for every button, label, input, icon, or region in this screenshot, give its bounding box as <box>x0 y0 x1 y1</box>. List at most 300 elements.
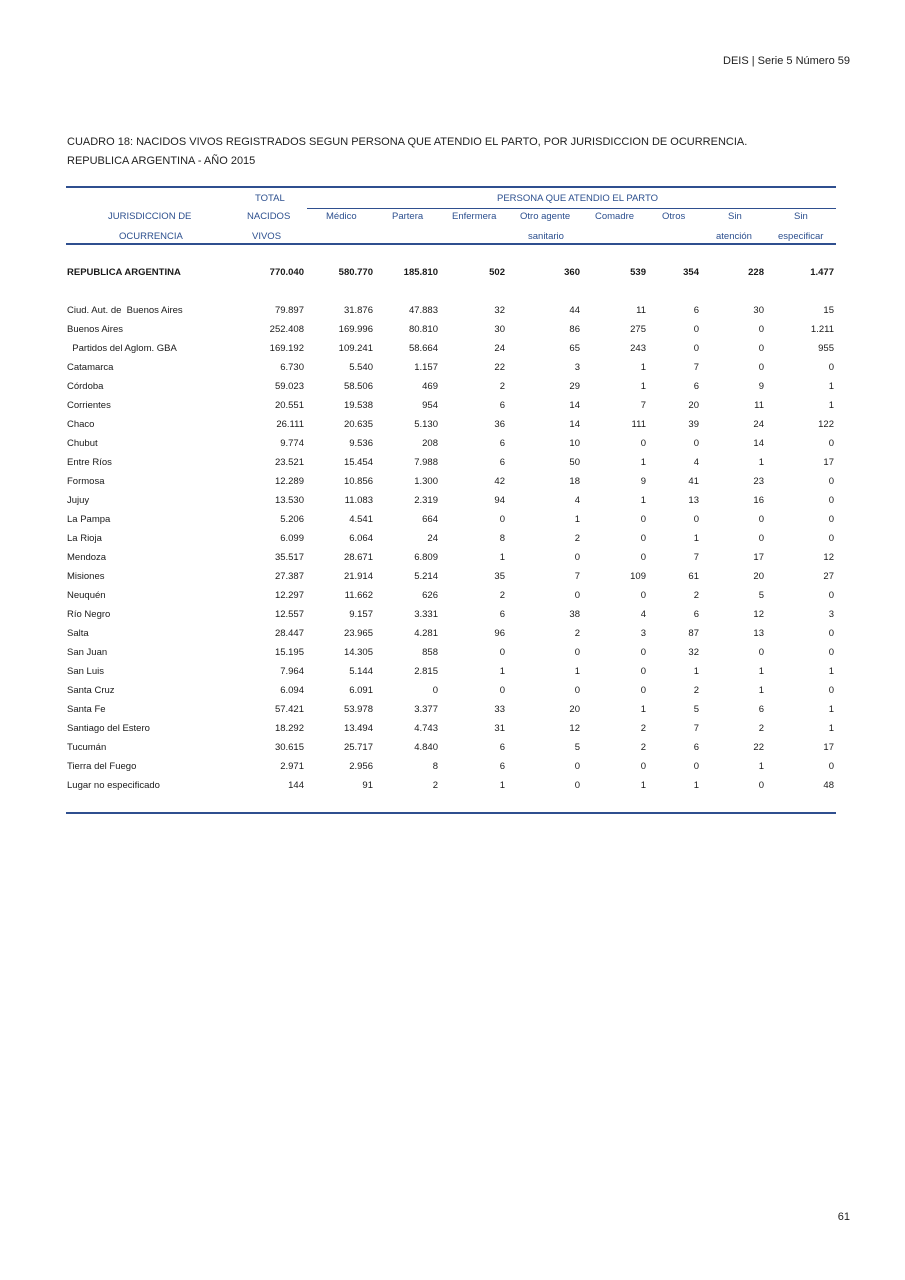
cell-total: 9.774 <box>280 438 304 449</box>
cell-partera: 5.214 <box>414 571 438 582</box>
jurisdiction-name: San Juan <box>67 647 108 658</box>
table-body <box>66 301 836 795</box>
cell-comadre: 0 <box>640 552 646 563</box>
jurisdiction-name: La Rioja <box>67 533 102 544</box>
jurisdiction-name: Neuquén <box>67 590 106 601</box>
cell-otro-agente: 0 <box>574 761 580 772</box>
cell-otros: 7 <box>693 552 699 563</box>
cell-medico: 6.091 <box>349 685 373 696</box>
cell-otro-agente: 38 <box>569 609 580 620</box>
jurisdiction-name: Partidos del Aglom. GBA <box>67 343 177 354</box>
jurisdiction-name: Ciud. Aut. de Buenos Aires <box>67 305 183 316</box>
table-row <box>66 415 836 434</box>
page-number: 61 <box>837 1211 850 1223</box>
cell-sin-atencion: 0 <box>758 324 764 335</box>
cell-sin-especificar: 0 <box>828 590 834 601</box>
cell-sin-atencion: 20 <box>753 571 764 582</box>
cell-medico: 23.965 <box>343 628 373 639</box>
cell-otro-agente: 0 <box>574 685 580 696</box>
jurisdiction-name: Formosa <box>67 476 105 487</box>
cell-sin-atencion: 11 <box>754 400 764 411</box>
cell-sin-atencion: 0 <box>758 647 764 658</box>
cell-comadre: 4 <box>640 609 646 620</box>
cell-medico: 4.541 <box>349 514 373 525</box>
cell-comadre: 1 <box>640 495 646 506</box>
cell-comadre: 243 <box>630 343 646 354</box>
header-medico: Médico <box>326 211 357 222</box>
cell-sin-especificar: 0 <box>828 647 834 658</box>
table-row <box>66 719 836 738</box>
cell-sin-especificar: 0 <box>828 761 834 772</box>
cell-otro-agente: 20 <box>569 704 580 715</box>
cell-partera: 2 <box>432 780 438 791</box>
cell-sin-atencion: 228 <box>748 267 764 278</box>
cell-enfermera: 1 <box>499 666 505 677</box>
cell-enfermera: 24 <box>494 343 505 354</box>
cell-otros: 7 <box>693 723 699 734</box>
cell-enfermera: 31 <box>494 723 505 734</box>
jurisdiction-name: Catamarca <box>67 362 114 373</box>
cell-sin-especificar: 0 <box>828 476 834 487</box>
cell-sin-especificar: 122 <box>818 419 834 430</box>
cell-total: 5.206 <box>280 514 304 525</box>
cell-sin-atencion: 22 <box>753 742 764 753</box>
cell-otro-agente: 1 <box>574 514 580 525</box>
cell-comadre: 0 <box>640 590 646 601</box>
cell-medico: 11.083 <box>344 495 373 506</box>
header-otro-agente-2: sanitario <box>528 231 564 242</box>
jurisdiction-name: Santiago del Estero <box>67 723 150 734</box>
cell-comadre: 0 <box>640 533 646 544</box>
cell-enfermera: 1 <box>499 552 505 563</box>
cell-total: 144 <box>288 780 304 791</box>
cell-total: 26.111 <box>276 419 304 430</box>
cell-total: 252.408 <box>269 324 304 335</box>
cell-partera: 0 <box>432 685 438 696</box>
cell-enfermera: 94 <box>494 495 505 506</box>
cell-medico: 11.662 <box>344 590 373 601</box>
cell-enfermera: 96 <box>494 628 505 639</box>
table-row <box>66 396 836 415</box>
cell-enfermera: 35 <box>494 571 505 582</box>
header-comadre: Comadre <box>595 211 635 222</box>
table-row <box>66 377 836 396</box>
cell-comadre: 275 <box>630 324 646 335</box>
header-total-1: TOTAL <box>255 193 285 204</box>
header-otros: Otros <box>662 211 686 222</box>
cell-comadre: 7 <box>640 400 646 411</box>
cell-partera: 5.130 <box>414 419 438 430</box>
cell-enfermera: 6 <box>499 609 505 620</box>
cell-sin-especificar: 3 <box>828 609 834 620</box>
cell-partera: 664 <box>422 514 438 525</box>
cell-sin-atencion: 12 <box>753 609 764 620</box>
jurisdiction-name: Entre Ríos <box>67 457 112 468</box>
cell-partera: 2.815 <box>414 666 438 677</box>
cell-partera: 1.157 <box>414 362 438 373</box>
cell-otro-agente: 3 <box>574 362 580 373</box>
table-row <box>66 700 836 719</box>
cell-partera: 4.840 <box>414 742 438 753</box>
cell-enfermera: 6 <box>499 400 505 411</box>
table-row <box>66 510 836 529</box>
jurisdiction-name: Chaco <box>67 419 95 430</box>
cell-sin-atencion: 1 <box>758 685 764 696</box>
cell-otros: 1 <box>693 533 699 544</box>
cell-otros: 6 <box>693 305 699 316</box>
cell-partera: 3.331 <box>414 609 438 620</box>
cell-otros: 6 <box>693 609 699 620</box>
header-jurisdiccion-2: OCURRENCIA <box>119 231 183 242</box>
cell-medico: 14.305 <box>343 647 373 658</box>
jurisdiction-name: Santa Cruz <box>67 685 115 696</box>
cell-otros: 32 <box>688 647 699 658</box>
cell-sin-especificar: 1.477 <box>810 267 834 278</box>
table-row <box>66 662 836 681</box>
cell-otro-agente: 14 <box>569 400 580 411</box>
cell-total: 27.387 <box>274 571 304 582</box>
table-row <box>66 301 836 320</box>
table-row <box>66 491 836 510</box>
cell-total: 770.040 <box>269 267 304 278</box>
cell-sin-atencion: 30 <box>753 305 764 316</box>
table-title-block <box>67 133 747 171</box>
cell-partera: 6.809 <box>414 552 438 563</box>
header-otro-agente-1: Otro agente <box>520 211 571 222</box>
cell-comadre: 109 <box>630 571 646 582</box>
cell-total: 12.297 <box>274 590 304 601</box>
cell-otro-agente: 10 <box>569 438 580 449</box>
cell-sin-atencion: 13 <box>753 628 764 639</box>
births-table <box>66 186 836 814</box>
cell-otros: 4 <box>693 457 699 468</box>
cell-otros: 5 <box>693 704 699 715</box>
cell-medico: 13.494 <box>343 723 373 734</box>
cell-partera: 4.281 <box>414 628 438 639</box>
cell-medico: 169.996 <box>338 324 373 335</box>
cell-medico: 6.064 <box>349 533 373 544</box>
header-note: DEIS | Serie 5 Número 59 <box>723 55 850 67</box>
header-total-2: NACIDOS <box>247 211 291 222</box>
cell-comadre: 1 <box>640 704 646 715</box>
cell-partera: 1.300 <box>414 476 438 487</box>
cell-sin-especificar: 1 <box>828 704 834 715</box>
cell-comadre: 0 <box>640 761 646 772</box>
cell-comadre: 1 <box>640 381 646 392</box>
jurisdiction-name: REPUBLICA ARGENTINA <box>67 267 181 278</box>
cell-comadre: 0 <box>640 685 646 696</box>
cell-sin-atencion: 0 <box>758 533 764 544</box>
table-row <box>66 453 836 472</box>
jurisdiction-name: Santa Fe <box>67 704 106 715</box>
cell-otro-agente: 2 <box>574 533 580 544</box>
cell-partera: 208 <box>422 438 438 449</box>
cell-medico: 9.157 <box>349 609 373 620</box>
table-title: CUADRO 18: NACIDOS VIVOS REGISTRADOS SEGUN PERSONA QUE ATENDIO EL PARTO, POR JURISDICCION DE OCURRENCIA. <box>67 136 748 148</box>
cell-sin-especificar: 0 <box>828 533 834 544</box>
cell-sin-atencion: 17 <box>753 552 764 563</box>
table-row <box>66 605 836 624</box>
cell-sin-especificar: 1 <box>828 723 834 734</box>
cell-medico: 58.506 <box>343 381 373 392</box>
jurisdiction-name: Buenos Aires <box>67 324 123 335</box>
cell-comadre: 0 <box>640 438 646 449</box>
cell-partera: 185.810 <box>403 267 438 278</box>
cell-otro-agente: 4 <box>574 495 580 506</box>
cell-otro-agente: 0 <box>574 647 580 658</box>
jurisdiction-name: Corrientes <box>67 400 111 411</box>
cell-sin-especificar: 27 <box>823 571 834 582</box>
cell-total: 30.615 <box>274 742 304 753</box>
cell-sin-especificar: 0 <box>828 438 834 449</box>
cell-total: 79.897 <box>274 305 304 316</box>
cell-sin-especificar: 0 <box>828 495 834 506</box>
cell-sin-atencion: 2 <box>758 723 764 734</box>
cell-comadre: 2 <box>640 723 646 734</box>
jurisdiction-name: Mendoza <box>67 552 107 563</box>
cell-enfermera: 32 <box>494 305 505 316</box>
cell-comadre: 111 <box>631 419 646 430</box>
cell-partera: 8 <box>432 761 438 772</box>
cell-otro-agente: 5 <box>574 742 580 753</box>
cell-otro-agente: 50 <box>569 457 580 468</box>
jurisdiction-name: Río Negro <box>67 609 111 620</box>
table-row <box>66 358 836 377</box>
cell-medico: 31.876 <box>343 305 373 316</box>
cell-medico: 9.536 <box>349 438 373 449</box>
cell-enfermera: 502 <box>489 267 505 278</box>
cell-total: 169.192 <box>269 343 304 354</box>
table-row <box>66 586 836 605</box>
header-group: PERSONA QUE ATENDIO EL PARTO <box>497 193 659 204</box>
cell-total: 18.292 <box>274 723 304 734</box>
cell-total: 2.971 <box>280 761 304 772</box>
cell-otros: 354 <box>683 267 699 278</box>
cell-sin-especificar: 12 <box>823 552 834 563</box>
cell-sin-atencion: 1 <box>758 666 764 677</box>
cell-otros: 0 <box>693 438 699 449</box>
cell-otro-agente: 7 <box>574 571 580 582</box>
total-row-container <box>66 263 836 282</box>
cell-enfermera: 6 <box>499 438 505 449</box>
cell-sin-especificar: 0 <box>828 685 834 696</box>
cell-total: 6.099 <box>280 533 304 544</box>
cell-sin-atencion: 0 <box>758 362 764 373</box>
cell-medico: 5.540 <box>349 362 373 373</box>
cell-sin-atencion: 9 <box>758 381 764 392</box>
cell-otros: 1 <box>693 666 699 677</box>
cell-total: 28.447 <box>274 628 304 639</box>
cell-total: 13.530 <box>274 495 304 506</box>
cell-enfermera: 42 <box>494 476 505 487</box>
cell-otros: 0 <box>693 514 699 525</box>
jurisdiction-name: Córdoba <box>67 381 104 392</box>
table-row <box>66 548 836 567</box>
group-header-rule <box>307 208 836 209</box>
cell-medico: 91 <box>362 780 373 791</box>
cell-otros: 2 <box>693 590 699 601</box>
cell-sin-atencion: 24 <box>753 419 764 430</box>
jurisdiction-name: San Luis <box>67 666 104 677</box>
cell-otros: 7 <box>693 362 699 373</box>
cell-otro-agente: 65 <box>569 343 580 354</box>
cell-comadre: 1 <box>640 362 646 373</box>
cell-total: 20.551 <box>274 400 304 411</box>
table-row <box>66 624 836 643</box>
cell-otro-agente: 0 <box>574 780 580 791</box>
cell-comadre: 1 <box>640 457 646 468</box>
cell-enfermera: 30 <box>494 324 505 335</box>
cell-partera: 4.743 <box>414 723 438 734</box>
cell-medico: 5.144 <box>349 666 373 677</box>
cell-sin-atencion: 1 <box>758 457 764 468</box>
cell-partera: 58.664 <box>408 343 438 354</box>
jurisdiction-name: La Pampa <box>67 514 111 525</box>
cell-medico: 10.856 <box>343 476 373 487</box>
cell-sin-atencion: 0 <box>758 514 764 525</box>
cell-sin-atencion: 16 <box>753 495 764 506</box>
header-sin-especificar-2: especificar <box>778 231 824 242</box>
cell-sin-especificar: 17 <box>823 742 834 753</box>
cell-otros: 39 <box>688 419 699 430</box>
cell-medico: 19.538 <box>343 400 373 411</box>
cell-partera: 3.377 <box>414 704 438 715</box>
cell-otro-agente: 86 <box>569 324 580 335</box>
cell-comadre: 0 <box>640 647 646 658</box>
jurisdiction-name: Salta <box>67 628 89 639</box>
cell-sin-especificar: 1 <box>828 400 834 411</box>
cell-medico: 580.770 <box>338 267 373 278</box>
cell-sin-especificar: 0 <box>828 514 834 525</box>
cell-partera: 626 <box>422 590 438 601</box>
table-header <box>66 188 836 243</box>
jurisdiction-name: Jujuy <box>67 495 90 506</box>
cell-otros: 61 <box>688 571 699 582</box>
jurisdiction-name: Tucumán <box>67 742 107 753</box>
cell-partera: 47.883 <box>408 305 438 316</box>
cell-comadre: 9 <box>640 476 646 487</box>
cell-enfermera: 0 <box>499 514 505 525</box>
cell-enfermera: 33 <box>494 704 505 715</box>
cell-total: 23.521 <box>274 457 304 468</box>
cell-total: 57.421 <box>274 704 304 715</box>
cell-enfermera: 6 <box>499 742 505 753</box>
cell-otro-agente: 44 <box>569 305 580 316</box>
cell-comadre: 0 <box>640 514 646 525</box>
table-row <box>66 643 836 662</box>
cell-sin-especificar: 1.211 <box>810 324 834 335</box>
cell-partera: 2.319 <box>414 495 438 506</box>
cell-partera: 24 <box>427 533 438 544</box>
cell-sin-especificar: 0 <box>828 628 834 639</box>
cell-sin-especificar: 17 <box>823 457 834 468</box>
cell-sin-especificar: 0 <box>828 362 834 373</box>
cell-otros: 1 <box>693 780 699 791</box>
cell-comadre: 2 <box>640 742 646 753</box>
table-row <box>66 681 836 700</box>
cell-sin-especificar: 15 <box>823 305 834 316</box>
jurisdiction-name: Lugar no especificado <box>67 780 160 791</box>
cell-enfermera: 6 <box>499 761 505 772</box>
table-row <box>66 738 836 757</box>
cell-enfermera: 8 <box>499 533 505 544</box>
cell-otro-agente: 2 <box>574 628 580 639</box>
cell-comadre: 3 <box>640 628 646 639</box>
cell-total: 15.195 <box>274 647 304 658</box>
cell-otro-agente: 14 <box>569 419 580 430</box>
cell-sin-atencion: 23 <box>753 476 764 487</box>
cell-otros: 0 <box>693 324 699 335</box>
table-subtitle: REPUBLICA ARGENTINA - AÑO 2015 <box>67 155 256 167</box>
table-bottom-rule <box>66 812 836 814</box>
cell-sin-especificar: 1 <box>828 381 834 392</box>
cell-sin-especificar: 48 <box>823 780 834 791</box>
cell-enfermera: 22 <box>494 362 505 373</box>
cell-otro-agente: 0 <box>574 552 580 563</box>
cell-medico: 21.914 <box>343 571 373 582</box>
header-sin-atencion-1: Sin <box>728 211 742 222</box>
cell-comadre: 0 <box>640 666 646 677</box>
cell-enfermera: 0 <box>499 647 505 658</box>
header-jurisdiccion-1: JURISDICCION DE <box>108 211 192 222</box>
cell-sin-especificar: 1 <box>828 666 834 677</box>
cell-otros: 20 <box>688 400 699 411</box>
header-total-3: VIVOS <box>252 231 282 242</box>
cell-otro-agente: 18 <box>569 476 580 487</box>
cell-medico: 53.978 <box>343 704 373 715</box>
header-sin-atencion-2: atención <box>716 231 752 242</box>
cell-partera: 954 <box>422 400 438 411</box>
cell-enfermera: 2 <box>499 381 505 392</box>
cell-comadre: 11 <box>636 305 646 316</box>
cell-total: 6.730 <box>280 362 304 373</box>
header-partera: Partera <box>392 211 424 222</box>
cell-sin-atencion: 5 <box>758 590 764 601</box>
cell-partera: 7.988 <box>414 457 438 468</box>
cell-sin-especificar: 955 <box>818 343 834 354</box>
cell-enfermera: 2 <box>499 590 505 601</box>
cell-enfermera: 1 <box>499 780 505 791</box>
cell-otros: 13 <box>688 495 699 506</box>
table-row <box>66 320 836 339</box>
cell-otro-agente: 0 <box>574 590 580 601</box>
cell-comadre: 539 <box>630 267 646 278</box>
cell-total: 12.289 <box>274 476 304 487</box>
jurisdiction-name: Misiones <box>67 571 105 582</box>
table-row <box>66 339 836 358</box>
cell-medico: 2.956 <box>349 761 373 772</box>
cell-medico: 15.454 <box>343 457 373 468</box>
cell-partera: 469 <box>422 381 438 392</box>
total-row <box>66 263 836 282</box>
cell-partera: 80.810 <box>408 324 438 335</box>
cell-total: 7.964 <box>280 666 304 677</box>
table-row <box>66 757 836 776</box>
cell-total: 35.517 <box>274 552 304 563</box>
cell-sin-atencion: 0 <box>758 343 764 354</box>
table-row <box>66 434 836 453</box>
cell-otros: 2 <box>693 685 699 696</box>
cell-otros: 6 <box>693 742 699 753</box>
table-row <box>66 472 836 491</box>
cell-comadre: 1 <box>640 780 646 791</box>
table-row <box>66 529 836 548</box>
table-row <box>66 567 836 586</box>
cell-medico: 109.241 <box>338 343 373 354</box>
cell-medico: 25.717 <box>343 742 373 753</box>
cell-otros: 6 <box>693 381 699 392</box>
cell-otro-agente: 29 <box>569 381 580 392</box>
